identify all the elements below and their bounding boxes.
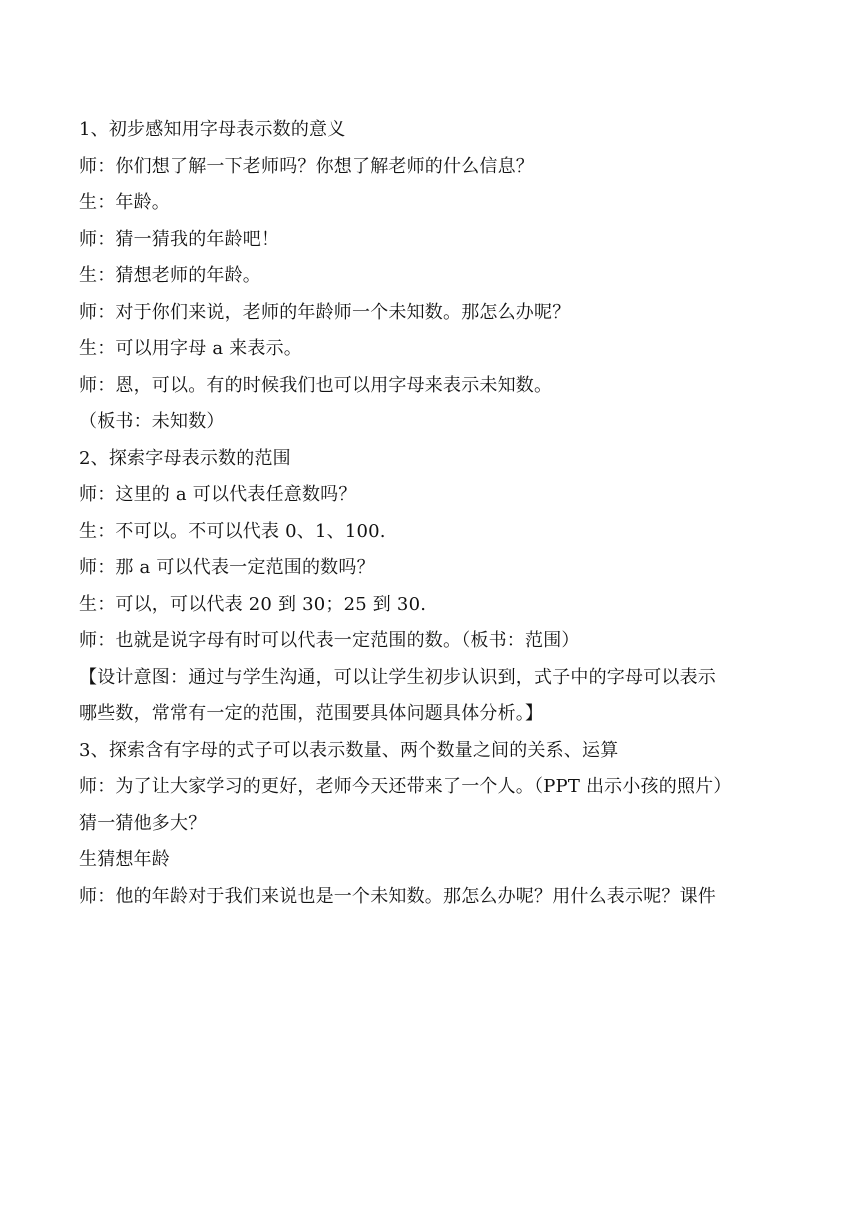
document-body	[79, 112, 785, 915]
section-heading-1: 1、初步感知用字母表示数的意义	[79, 119, 346, 140]
dialogue-line: 师：恩，可以。有的时候我们也可以用字母来表示未知数。	[79, 374, 553, 396]
dialogue-line: 生：不可以。不可以代表 0、1、100.	[79, 520, 386, 542]
dialogue-line: 猜一猜他多大？	[79, 812, 207, 834]
dialogue-line: 生：年龄。	[79, 192, 170, 213]
dialogue-line: 师：猜一猜我的年龄吧！	[79, 228, 280, 250]
dialogue-line: 生：可以，可以代表 20 到 30；25 到 30.	[79, 593, 427, 615]
board-note: （板书：未知数）	[79, 411, 225, 432]
dialogue-line: 生：可以用字母 a 来表示。	[79, 338, 302, 359]
dialogue-line: 师：你们想了解一下老师吗？你想了解老师的什么信息？	[79, 155, 534, 177]
dialogue-line: 师：为了让大家学习的更好，老师今天还带来了一个人。（PPT 出示小孩的照片）	[79, 776, 732, 797]
dialogue-line: 师：这里的 a 可以代表任意数吗？	[79, 484, 357, 505]
dialogue-line: 师：也就是说字母有时可以代表一定范围的数。（板书：范围）	[79, 630, 580, 651]
design-intent-line: 【设计意图：通过与学生沟通，可以让学生初步认识到，式子中的字母可以表示	[79, 666, 716, 688]
dialogue-line: 师：那 a 可以代表一定范围的数吗？	[79, 557, 375, 578]
section-heading-3: 3、探索含有字母的式子可以表示数量、两个数量之间的关系、运算	[79, 739, 619, 761]
design-intent-line: 哪些数，常常有一定的范围，范围要具体问题具体分析。】	[79, 703, 544, 724]
dialogue-line: 师：对于你们来说，老师的年龄师一个未知数。那怎么办呢？	[79, 301, 571, 323]
section-heading-2: 2、探索字母表示数的范围	[79, 447, 291, 469]
dialogue-line: 生猜想年龄	[79, 849, 170, 870]
dialogue-line: 生：猜想老师的年龄。	[79, 265, 261, 286]
dialogue-line: 师：他的年龄对于我们来说也是一个未知数。那怎么办呢？用什么表示呢？课件	[79, 885, 716, 907]
